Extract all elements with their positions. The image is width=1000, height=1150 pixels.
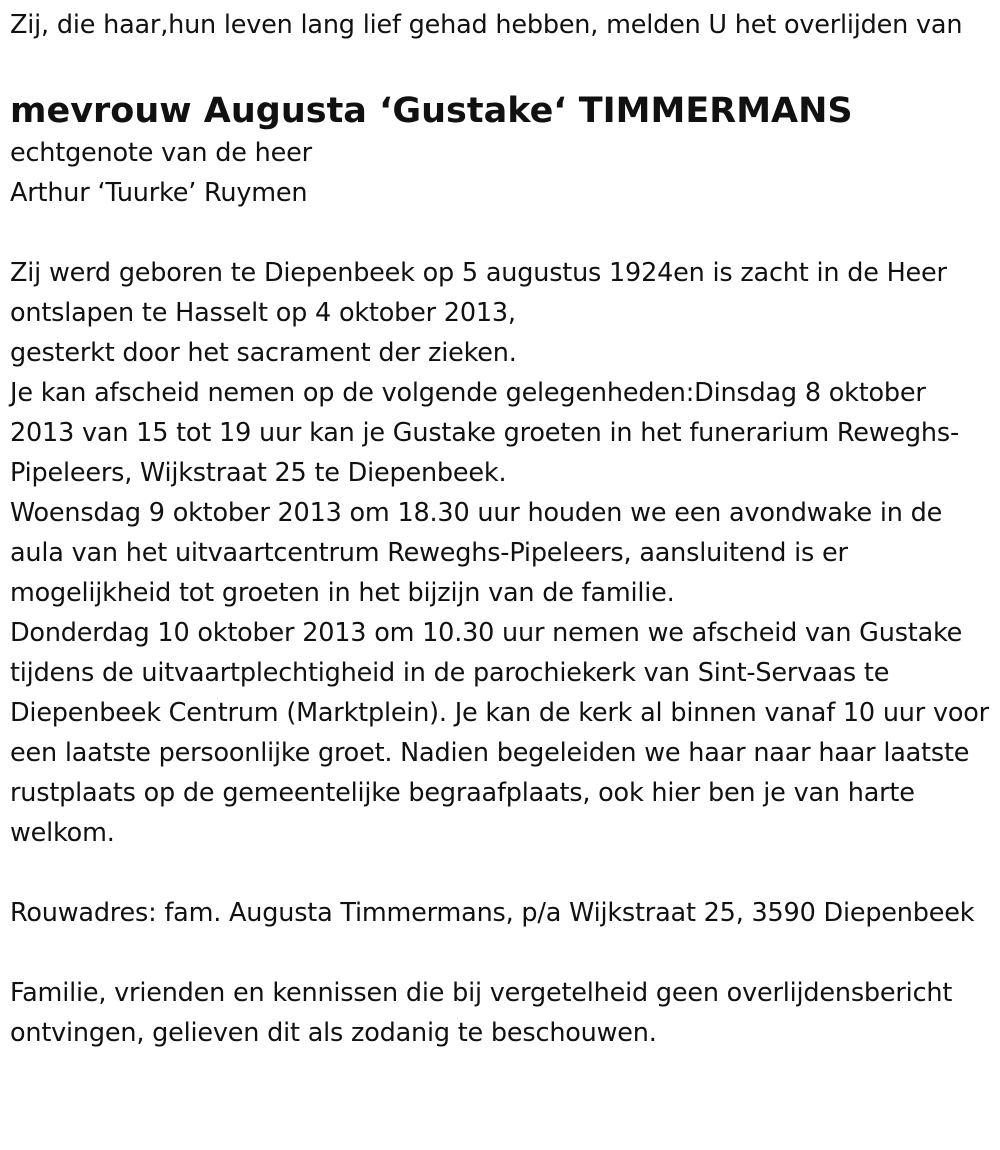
intro-text: Zij, die haar,hun leven lang lief gehad hebben, melden U het overlijden van <box>10 10 963 40</box>
spouse-line-1: echtgenote van de heer <box>10 138 312 168</box>
viewing-paragraph: Je kan afscheid nemen op de volgende gelegenheden:Dinsdag 8 oktober 2013 van 15 tot 19 uur kan je Gustake groeten in het funerarium Reweghs-Pipeleers, Wijkstraat 25 te Diepenbeek. <box>10 378 959 488</box>
spouse-line-2: Arthur ‘Tuurke’ Ruymen <box>10 178 308 208</box>
funeral-paragraph: Donderdag 10 oktober 2013 om 10.30 uur nemen we afscheid van Gustake tijdens de uitvaartplechtigheid in de parochiekerk van Sint-Servaas te Diepenbeek Centrum (Marktplein). Je kan de kerk al binnen vanaf 10 uur voor een laatste persoonlijke groet. Nadien begeleiden we haar naar haar laatste rustplaats op de gemeentelijke begraafplaats, ook hier ben je van harte welkom. <box>10 618 989 848</box>
mourning-address: Rouwadres: fam. Augusta Timmermans, p/a Wijkstraat 25, 3590 Diepenbeek <box>10 898 975 928</box>
spacer <box>10 933 995 973</box>
wake-paragraph: Woensdag 9 oktober 2013 om 18.30 uur houden we een avondwake in de aula van het uitvaartcentrum Reweghs-Pipeleers, aansluitend is er mogelijkheid tot groeten in het bijzijn van de familie. <box>10 498 943 608</box>
closing-text: Familie, vrienden en kennissen die bij vergetelheid geen overlijdensbericht ontvingen, gelieven dit als zodanig te beschouwen. <box>10 978 953 1048</box>
obituary-notice <box>10 0 995 1053</box>
spacer <box>10 213 995 253</box>
birth-death-paragraph: Zij werd geboren te Diepenbeek op 5 augustus 1924en is zacht in de Heer ontslapen te Hasselt op 4 oktober 2013, <box>10 258 947 328</box>
spacer <box>10 853 995 893</box>
deceased-name: mevrouw Augusta ‘Gustake‘ TIMMERMANS <box>10 91 853 131</box>
sacrament-line: gesterkt door het sacrament der zieken. <box>10 338 517 368</box>
